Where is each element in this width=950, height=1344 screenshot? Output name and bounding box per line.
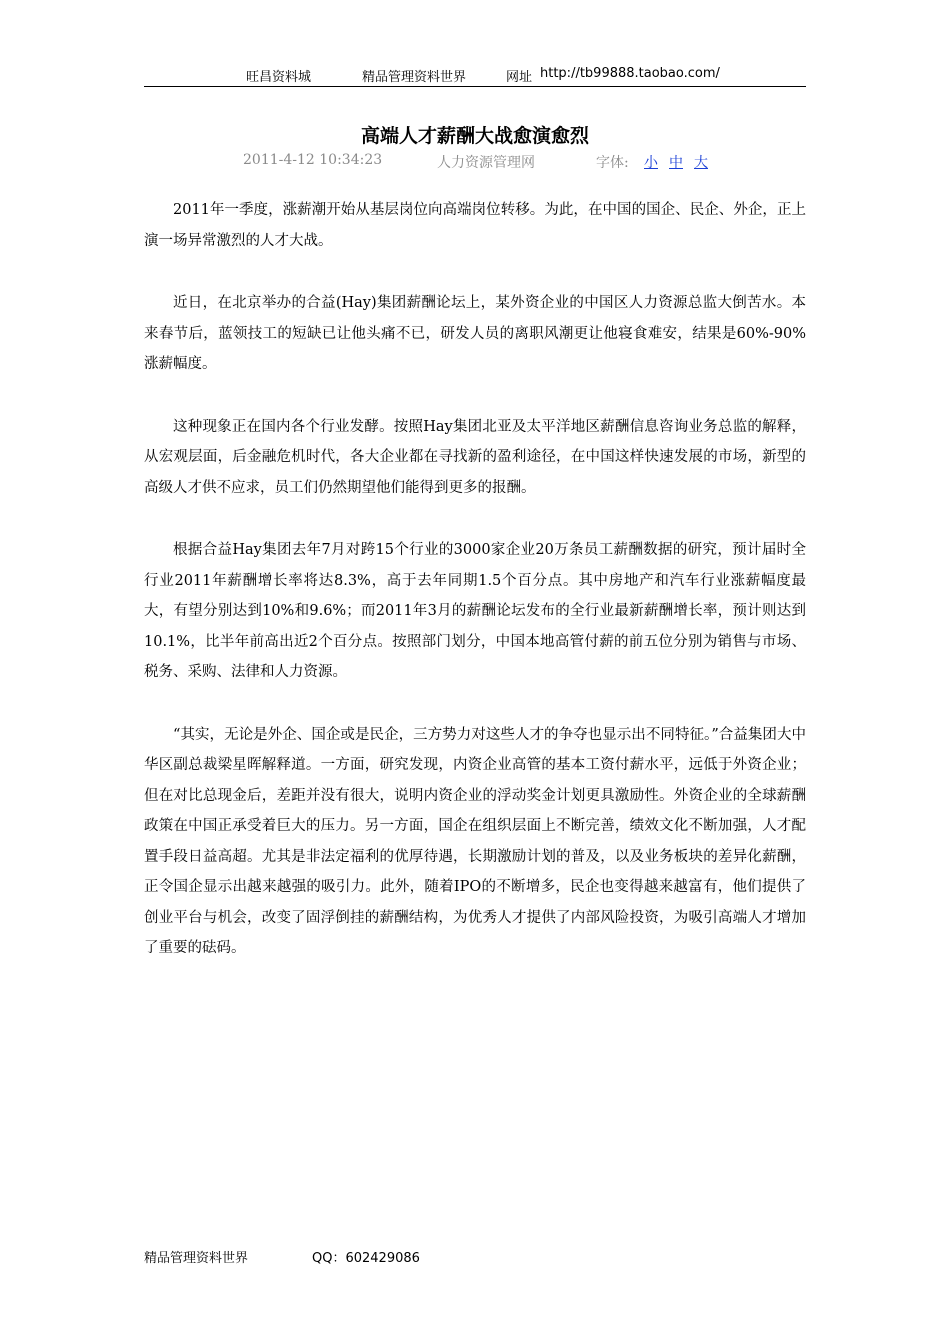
article-paragraph: 近日，在北京举办的合益(Hay)集团薪酬论坛上，某外资企业的中国区人力资源总监大倒苦水。本来春节后，蓝领技工的短缺已让他头痛不已，研发人员的离职风潮更让他寝食难安，结果是60%-90%涨薪幅度。 (144, 295, 806, 372)
article-paragraph: 这种现象正在国内各个行业发酵。按照Hay集团北亚及太平洋地区薪酬信息咨询业务总监的解释，从宏观层面，后金融危机时代，各大企业都在寻找新的盈利途径，在中国这样快速发展的市场，新型的高级人才供不应求，员工们仍然期望他们能得到更多的报酬。 (144, 418, 806, 496)
article-body (144, 195, 806, 996)
article-paragraph: “其实，无论是外企、国企或是民企，三方势力对这些人才的争夺也显示出不同特征。”合益集团大中华区副总裁梁星晖解释道。一方面，研究发现，内资企业高管的基本工资付薪水平，远低于外资企业；但在对比总现金后，差距并没有很大，说明内资企业的浮动奖金计划更具激励性。外资企业的全球薪酬政策在中国正承受着巨大的压力。另一方面，国企在组织层面上不断完善，绩效文化不断加强，人才配置手段日益高超。尤其是非法定福利的优厚待遇，长期激励计划的普及，以及业务板块的差异化薪酬，正令国企显示出越来越强的吸引力。此外，随着IPO的不断增多，民企也变得越来越富有，他们提供了创业平台与机会，改变了固浮倒挂的薪酬结构，为优秀人才提供了内部风险投资，为吸引高端人才增加了重要的砝码。 (144, 726, 806, 956)
article-source: 人力资源管理网 (437, 155, 535, 171)
footer-site-name: 精品管理资料世界 (144, 1251, 249, 1266)
header-store-name: 旺昌资料城 (246, 70, 312, 85)
font-size-label: 字体: (596, 155, 629, 171)
article-title: 高端人才薪酬大战愈演愈烈 (360, 125, 589, 147)
font-size-medium-link[interactable]: 中 (669, 155, 683, 171)
article-paragraph: 根据合益Hay集团去年7月对跨15个行业的3000家企业20万条员工薪酬数据的研究，预计届时全行业2011年薪酬增长率将达8.3%，高于去年同期1.5个百分点。其中房地产和汽车行业涨薪幅度最大，有望分别达到10%和9.6%；而2011年3月的薪酬论坛发布的全行业最新薪酬增长率，预计则达到10.1%，比半年前高出近2个百分点。按照部门划分，中国本地高管付薪的前五位分别为销售与市场、税务、采购、法律和人力资源。 (144, 542, 806, 680)
header-site-name: 精品管理资料世界 (362, 70, 467, 85)
font-size-large-link[interactable]: 大 (694, 155, 708, 171)
footer-qq: QQ：602429086 (312, 1251, 420, 1266)
page-header (144, 62, 806, 87)
header-url: http://tb99888.taobao.com/ (540, 66, 720, 81)
article-paragraph: 2011年一季度，涨薪潮开始从基层岗位向高端岗位转移。为此，在中国的国企、民企、外企，正上演一场异常激烈的人才大战。 (144, 202, 806, 249)
header-url-label: 网址 (506, 70, 533, 85)
font-size-small-link[interactable]: 小 (644, 155, 658, 171)
article-date: 2011-4-12 10:34:23 (243, 152, 383, 168)
